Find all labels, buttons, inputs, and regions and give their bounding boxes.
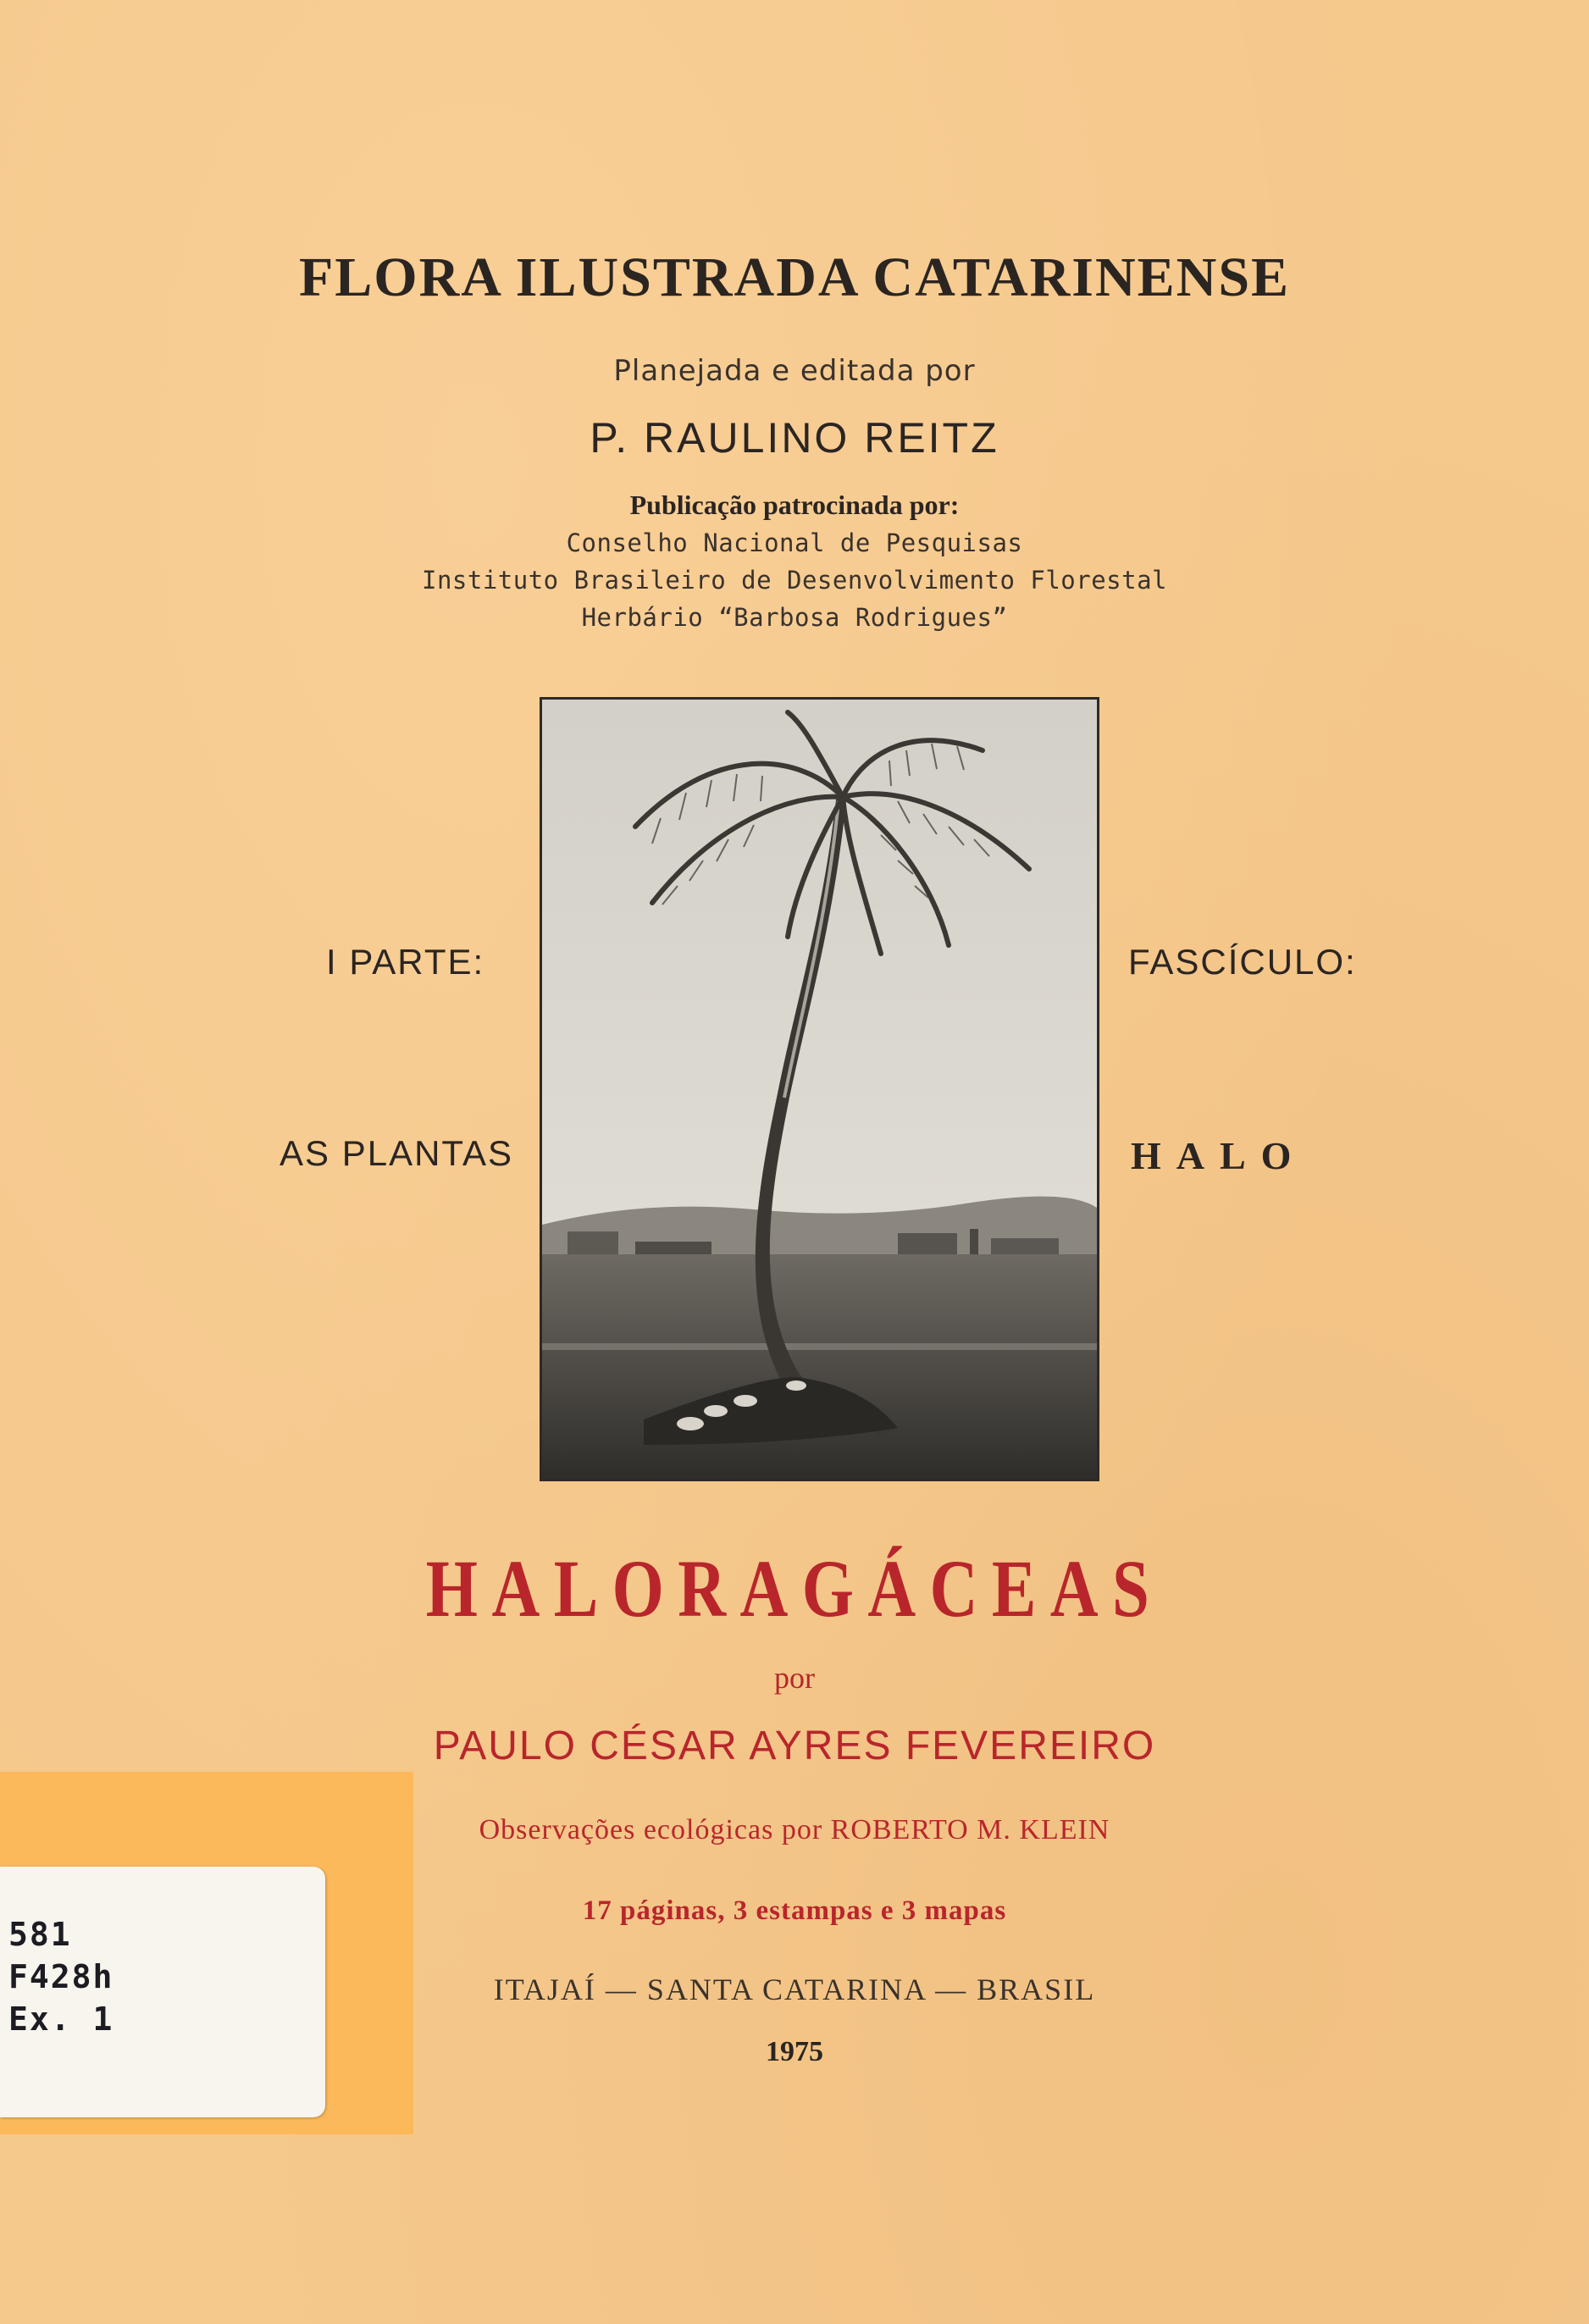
palm-tree-photo bbox=[542, 700, 1097, 1479]
sponsor-line: Conselho Nacional de Pesquisas bbox=[566, 528, 1023, 557]
call-number-line: F428h bbox=[8, 1958, 114, 1995]
series-title: FLORA ILUSTRADA CATARINENSE bbox=[298, 246, 1291, 308]
fascicle-value: HALO bbox=[1131, 1134, 1307, 1177]
author-name: PAULO CÉSAR AYRES FEVEREIRO bbox=[433, 1724, 1156, 1768]
call-number-line: Ex. 1 bbox=[8, 2000, 114, 2038]
by-text: por bbox=[774, 1661, 815, 1695]
sponsor-line: Instituto Brasileiro de Desenvolvimento Florestal bbox=[421, 566, 1167, 595]
sponsor-line: Herbário “Barbosa Rodrigues” bbox=[581, 603, 1008, 632]
part-value: AS PLANTAS bbox=[280, 1133, 513, 1173]
publication-year: 1975 bbox=[766, 2036, 823, 2067]
publication-place: ITAJAÍ — SANTA CATARINA — BRASIL bbox=[493, 1973, 1096, 2006]
pages-info: 17 páginas, 3 estampas e 3 mapas bbox=[582, 1895, 1007, 1926]
call-number-line: 581 bbox=[8, 1916, 72, 1953]
observations-line: Observações ecológicas por ROBERTO M. KLEIN bbox=[479, 1814, 1110, 1845]
main-title: HALORAGÁCEAS bbox=[425, 1543, 1164, 1634]
fascicle-label: FASCÍCULO: bbox=[1128, 942, 1357, 982]
sponsor-heading: Publicação patrocinada por: bbox=[629, 490, 960, 520]
editor-name: P. RAULINO REITZ bbox=[590, 414, 999, 462]
planned-by-text: Planejada e editada por bbox=[613, 354, 976, 388]
part-label: I PARTE: bbox=[326, 942, 485, 982]
